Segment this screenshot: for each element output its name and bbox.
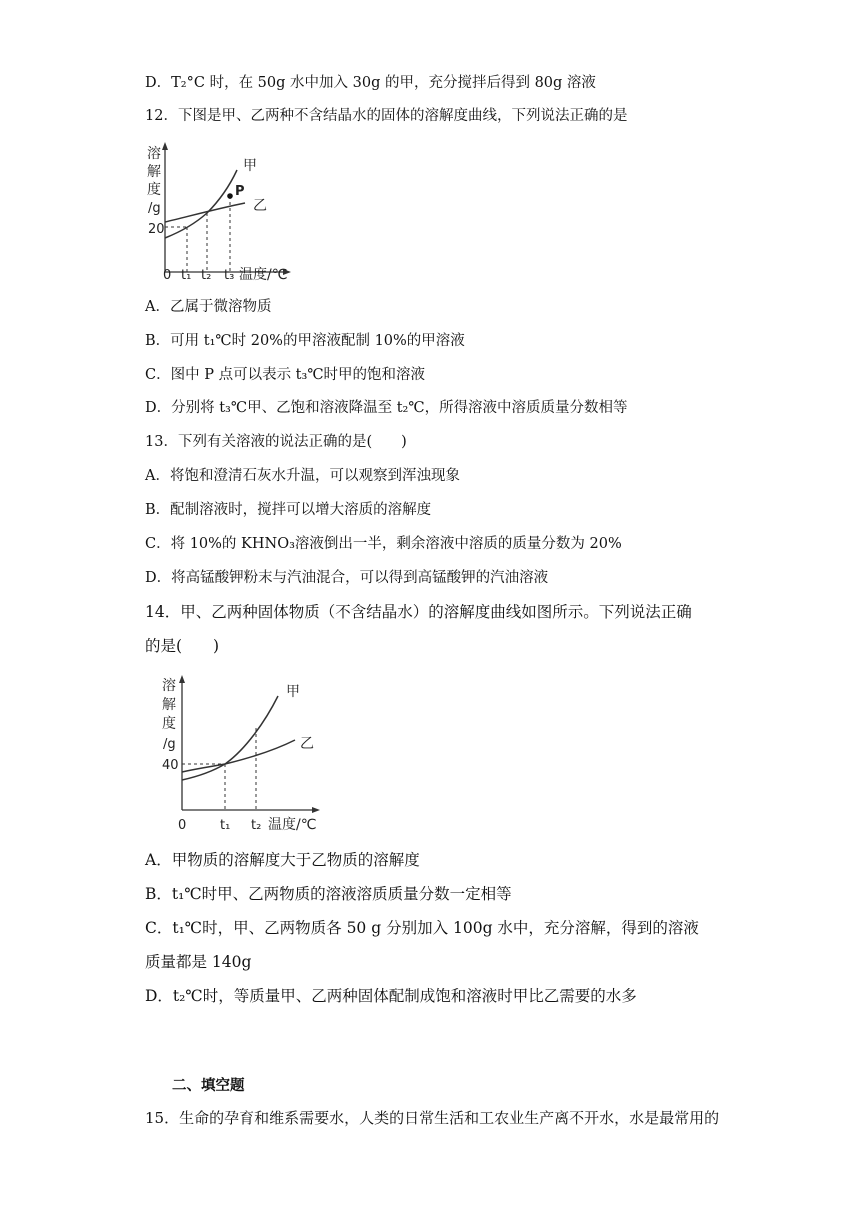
q12-stem: 12．下图是甲、乙两种不含结晶水的固体的溶解度曲线，下列说法正确的是 xyxy=(145,108,628,124)
curve-jia xyxy=(165,170,237,238)
x-tick-t2: t₂ xyxy=(201,268,212,283)
y-tick-20: 20 xyxy=(148,222,165,237)
y-label-1: 溶 xyxy=(162,678,176,694)
q14-option-b: B．t₁℃时甲、乙两物质的溶液溶质质量分数一定相等 xyxy=(145,885,512,903)
q13-option-d: D．将高锰酸钾粉末与汽油混合，可以得到高锰酸钾的汽油溶液 xyxy=(145,570,549,586)
q11-option-d: D．T₂°C 时，在 50g 水中加入 30g 的甲，充分搅拌后得到 80g 溶液 xyxy=(145,75,596,91)
section-heading-fill-in: 二、填空题 xyxy=(172,1078,245,1094)
y-label-3: 度 xyxy=(162,716,176,732)
q13-option-a: A．将饱和澄清石灰水升温，可以观察到浑浊现象 xyxy=(145,468,460,484)
q14-option-a: A．甲物质的溶解度大于乙物质的溶解度 xyxy=(145,851,420,869)
x-axis-label: 温度/℃ xyxy=(268,817,317,833)
x-tick-t3: t₃ xyxy=(224,268,235,283)
series-yi-label: 乙 xyxy=(300,736,314,752)
q15-stem: 15．生命的孕育和维系需要水，人类的日常生活和工农业生产离不开水，水是最常用的 xyxy=(145,1109,720,1127)
q14-stem-line1: 14．甲、乙两种固体物质（不含结晶水）的溶解度曲线如图所示。下列说法正确 xyxy=(145,603,692,621)
series-yi-label: 乙 xyxy=(253,198,267,214)
q14-stem-line2: 的是( ) xyxy=(145,637,220,655)
y-label-4: /g xyxy=(148,201,161,216)
y-tick-40: 40 xyxy=(162,758,179,773)
solubility-chart-q12 xyxy=(145,140,295,285)
q12-option-d: D．分别将 t₃℃甲、乙饱和溶液降温至 t₂℃，所得溶液中溶质质量分数相等 xyxy=(145,400,628,416)
x-axis-label: 温度/℃ xyxy=(239,267,288,283)
x-tick-t1: t₁ xyxy=(181,268,192,283)
series-jia-label: 甲 xyxy=(243,158,257,174)
curve-yi xyxy=(182,740,295,772)
point-p-label: P xyxy=(235,184,245,199)
curve-yi xyxy=(165,203,245,222)
y-label-2: 解 xyxy=(147,164,161,180)
y-label-1: 溶 xyxy=(147,146,161,162)
q12-option-b: B．可用 t₁℃时 20%的甲溶液配制 10%的甲溶液 xyxy=(145,333,465,349)
q14-option-c-line1: C．t₁℃时，甲、乙两物质各 50 g 分别加入 100g 水中，充分溶解，得到的溶液 xyxy=(145,919,699,937)
curve-jia xyxy=(182,696,278,780)
y-label-4: /g xyxy=(163,737,176,752)
series-jia-label: 甲 xyxy=(286,684,300,700)
y-label-2: 解 xyxy=(162,697,176,713)
y-axis-arrow xyxy=(162,142,168,150)
origin-label: 0 xyxy=(178,818,187,833)
q12-option-a: A．乙属于微溶物质 xyxy=(145,299,272,315)
x-axis-arrow xyxy=(312,807,320,813)
origin-label: 0 xyxy=(163,268,172,283)
y-label-3: 度 xyxy=(147,182,161,198)
q13-option-c: C．将 10%的 KHNO₃溶液倒出一半，剩余溶液中溶质的质量分数为 20% xyxy=(145,536,622,552)
x-tick-t2: t₂ xyxy=(251,818,262,833)
q13-option-b: B．配制溶液时，搅拌可以增大溶质的溶解度 xyxy=(145,502,432,518)
q14-option-d: D．t₂℃时，等质量甲、乙两种固体配制成饱和溶液时甲比乙需要的水多 xyxy=(145,987,637,1005)
y-axis-arrow xyxy=(179,675,185,683)
x-tick-t1: t₁ xyxy=(220,818,231,833)
point-p xyxy=(227,193,233,199)
q12-option-c: C．图中 P 点可以表示 t₃℃时甲的饱和溶液 xyxy=(145,367,426,383)
q13-stem: 13．下列有关溶液的说法正确的是( ) xyxy=(145,434,407,450)
q14-option-c-line2: 质量都是 140g xyxy=(145,953,252,971)
solubility-chart-q14 xyxy=(160,672,330,837)
